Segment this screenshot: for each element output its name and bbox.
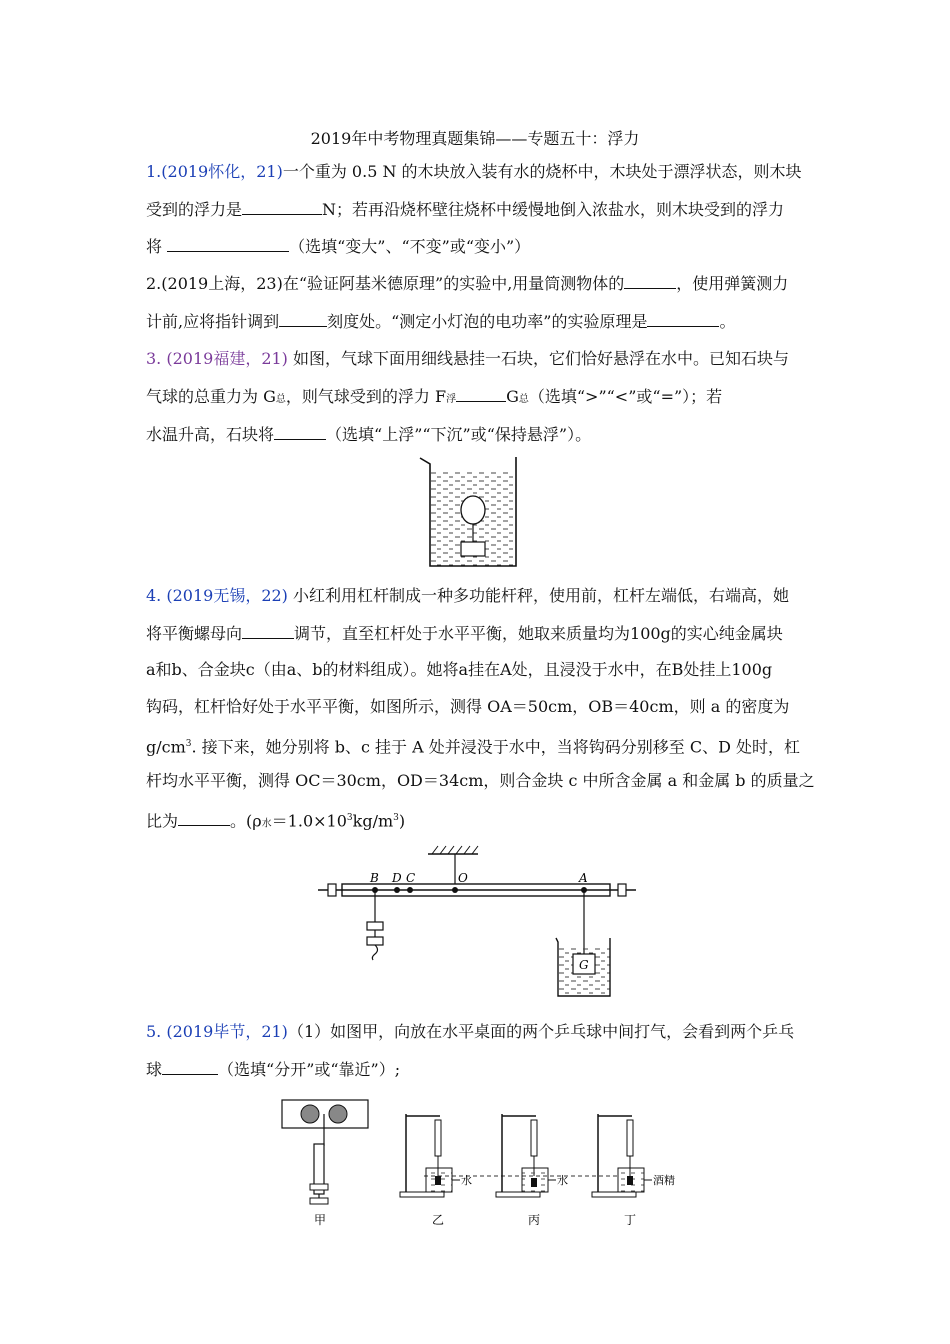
label-A: A — [579, 871, 588, 885]
weight-hook — [372, 945, 377, 960]
q1-source: (2019怀化，21) — [161, 162, 283, 181]
q4-text-1: 小红利用杠杆制成一种多功能杆秤，使用前，杠杆左端低，右端高，她 — [287, 586, 790, 605]
q3-sub-2: 浮 — [446, 394, 457, 405]
weight-2 — [367, 937, 383, 945]
q4-sup-1: 3 — [185, 739, 192, 749]
table-top — [282, 1100, 368, 1128]
q3-source: (2019福建，21) — [166, 349, 288, 368]
q5-figure-stands — [400, 1104, 690, 1230]
ceiling-hatch — [432, 846, 478, 854]
q1-line-1 — [146, 162, 802, 182]
q5-line-1 — [146, 1022, 794, 1042]
liquid-label-ding: 酒精 — [653, 1174, 675, 1187]
q5-blank-1[interactable] — [162, 1059, 218, 1075]
weight-1 — [367, 922, 383, 930]
q4-line-5 — [146, 734, 800, 757]
pump-handle — [310, 1198, 328, 1204]
q3-number: 3. — [146, 349, 167, 368]
spring-scale — [435, 1120, 441, 1156]
q5-text-1: （1）如图甲，向放在水平桌面的两个乒乓球中间打气，会看到两个乒乓 — [287, 1022, 795, 1041]
stand-base — [496, 1192, 540, 1197]
q5-line-2 — [146, 1059, 400, 1080]
ping-pong-ball-left — [301, 1105, 319, 1123]
q4-text-2a: 将平衡螺母向 — [146, 624, 243, 643]
q4-line-1 — [146, 586, 789, 606]
q5-text-2b: （选填“分开”或“靠近”）; — [218, 1060, 401, 1079]
right-nut — [618, 884, 626, 896]
q3-blank-1[interactable] — [456, 386, 506, 402]
q2-blank-3[interactable] — [647, 311, 719, 327]
q2-line-2 — [146, 311, 735, 332]
q3-line-3 — [146, 424, 591, 445]
q2-text-1a: 2.(2019上海，23)在“验证阿基米德原理”的实验中,用量筒测物体的 — [146, 274, 625, 293]
point-O — [452, 887, 458, 893]
label-B: B — [370, 871, 379, 885]
ping-pong-ball-right — [329, 1105, 347, 1123]
spring-scale — [531, 1120, 537, 1156]
pump-collar — [310, 1184, 328, 1190]
q2-line-1 — [146, 273, 788, 294]
q4-line-7 — [146, 808, 405, 834]
q1-blank-1[interactable] — [242, 199, 322, 215]
q4-source: (2019无锡，22) — [166, 586, 288, 605]
label-O: O — [458, 871, 468, 885]
spring-scale — [627, 1120, 633, 1156]
stand-bing — [496, 1114, 568, 1227]
q1-text-3b: （选填“变大”、“不变”或“变小”） — [289, 237, 531, 256]
q4-text-5a: g/cm — [146, 737, 186, 757]
label-G: G — [579, 958, 589, 972]
q2-text-2b: 刻度处。“测定小灯泡的电功率”的实验原理是 — [327, 312, 648, 331]
q4-line-6: 杆均水平平衡，测得 OC＝30cm，OD＝34cm，则合金块 c 中所含金属 a 和金属 b 的质量之 — [146, 771, 815, 790]
q2-blank-2[interactable] — [279, 311, 327, 327]
point-D — [394, 887, 400, 893]
block — [435, 1176, 441, 1185]
liquid-label-bing: 水 — [557, 1174, 568, 1187]
q1-line-2 — [146, 199, 784, 220]
block — [627, 1176, 633, 1185]
q4-sub-1: 水 — [261, 818, 272, 830]
point-C — [407, 887, 413, 893]
left-nut — [328, 884, 336, 896]
q5-number: 5. — [146, 1022, 167, 1041]
q4-sup-3: 3 — [393, 813, 399, 823]
q4-text-2b: 调节，直至杠杆处于水平平衡，她取来质量均为100g的实心纯金属块 — [294, 624, 783, 643]
caption-yi: 乙 — [432, 1213, 445, 1227]
q1-text-1: 一个重为 0.5 N 的木块放入装有水的烧杯中，木块处于漂浮状态，则木块 — [282, 162, 802, 181]
q1-blank-2[interactable] — [167, 236, 289, 252]
q4-text-7a: 比为 — [146, 811, 179, 831]
stand-base — [400, 1192, 444, 1197]
q3-text-1: 如图，气球下面用细线悬挂一石块，它们恰好悬浮在水中。已知石块与 — [287, 349, 790, 368]
q3-beaker-figure — [418, 454, 532, 570]
stand-base — [592, 1192, 636, 1197]
q3-blank-2[interactable] — [274, 424, 326, 440]
q4-line-3: a和b、合金块c（由a、b的材料组成）。她将a挂在A处，且浸没于水中，在B处挂上100g — [146, 660, 773, 679]
label-C: C — [406, 871, 416, 885]
q2-text-2a: 计前,应将指针调到 — [146, 312, 280, 331]
q4-blank-1[interactable] — [242, 623, 294, 639]
q4-line-4: 钩码，杠杆恰好处于水平平衡，如图所示，测得 OA＝50cm，OB＝40cm，则 a 的密度为 — [146, 697, 790, 716]
q4-text-5b: . 接下来，她分别将 b、c 挂于 A 处并浸没于水中，当将钩码分别移至 C、D 处时，杠 — [191, 737, 801, 757]
stone — [461, 542, 485, 556]
q4-sup-2: 3 — [346, 813, 353, 823]
q5-source: (2019毕节，21) — [166, 1022, 288, 1041]
q3-line-2 — [146, 386, 722, 410]
q2-text-2c: 。 — [719, 312, 736, 331]
block — [531, 1178, 537, 1187]
caption-bing: 丙 — [528, 1213, 541, 1227]
q3-sub-1: 总 — [275, 394, 286, 405]
q2-blank-1[interactable] — [624, 273, 676, 289]
q4-line-2 — [146, 623, 783, 644]
q4-blank-2[interactable] — [178, 810, 230, 826]
caption-jia: 甲 — [314, 1213, 327, 1227]
q1-line-3 — [146, 236, 530, 257]
q3-sub-3: 总 — [518, 394, 529, 405]
q3-line-1 — [146, 349, 789, 369]
q4-number: 4. — [146, 586, 167, 605]
q1-number: 1. — [146, 162, 162, 181]
q5-text-2a: 球 — [146, 1060, 163, 1079]
q1-text-2a: 受到的浮力是 — [146, 200, 243, 219]
stand-ding — [592, 1114, 675, 1227]
q1-text-3a: 将 — [146, 237, 168, 256]
stand-yi — [400, 1114, 472, 1227]
q5-figure-jia — [280, 1098, 372, 1228]
q2-text-1b: ，使用弹簧测力 — [676, 274, 789, 293]
q3-text-3b: （选填“上浮”“下沉”或“保持悬浮”）。 — [326, 425, 592, 444]
q4-text-7d: kg/m — [352, 811, 394, 831]
liquid-label-yi: 水 — [461, 1174, 472, 1187]
q3-text-2b: ，则气球受到的浮力 F — [285, 387, 447, 406]
q3-text-3a: 水温升高，石块将 — [146, 425, 275, 444]
label-D: D — [392, 871, 402, 885]
q3-text-2a: 气球的总重力为 G — [146, 387, 276, 406]
q4-lever-figure — [318, 842, 636, 1002]
q3-text-2c: G — [506, 387, 519, 406]
q4-text-7b: 。(ρ — [230, 811, 262, 831]
q3-text-2d: （选填“>”“<”或“=”）；若 — [528, 387, 723, 406]
q4-text-7e: ) — [398, 811, 406, 831]
balloon — [461, 496, 485, 524]
caption-ding: 丁 — [624, 1213, 637, 1227]
page-title: 2019年中考物理真题集锦——专题五十：浮力 — [310, 129, 640, 148]
q1-text-2b: N；若再沿烧杯壁往烧杯中缓慢地倒入浓盐水，则木块受到的浮力 — [322, 200, 785, 219]
q4-text-7c: ＝1.0×10 — [271, 811, 347, 831]
